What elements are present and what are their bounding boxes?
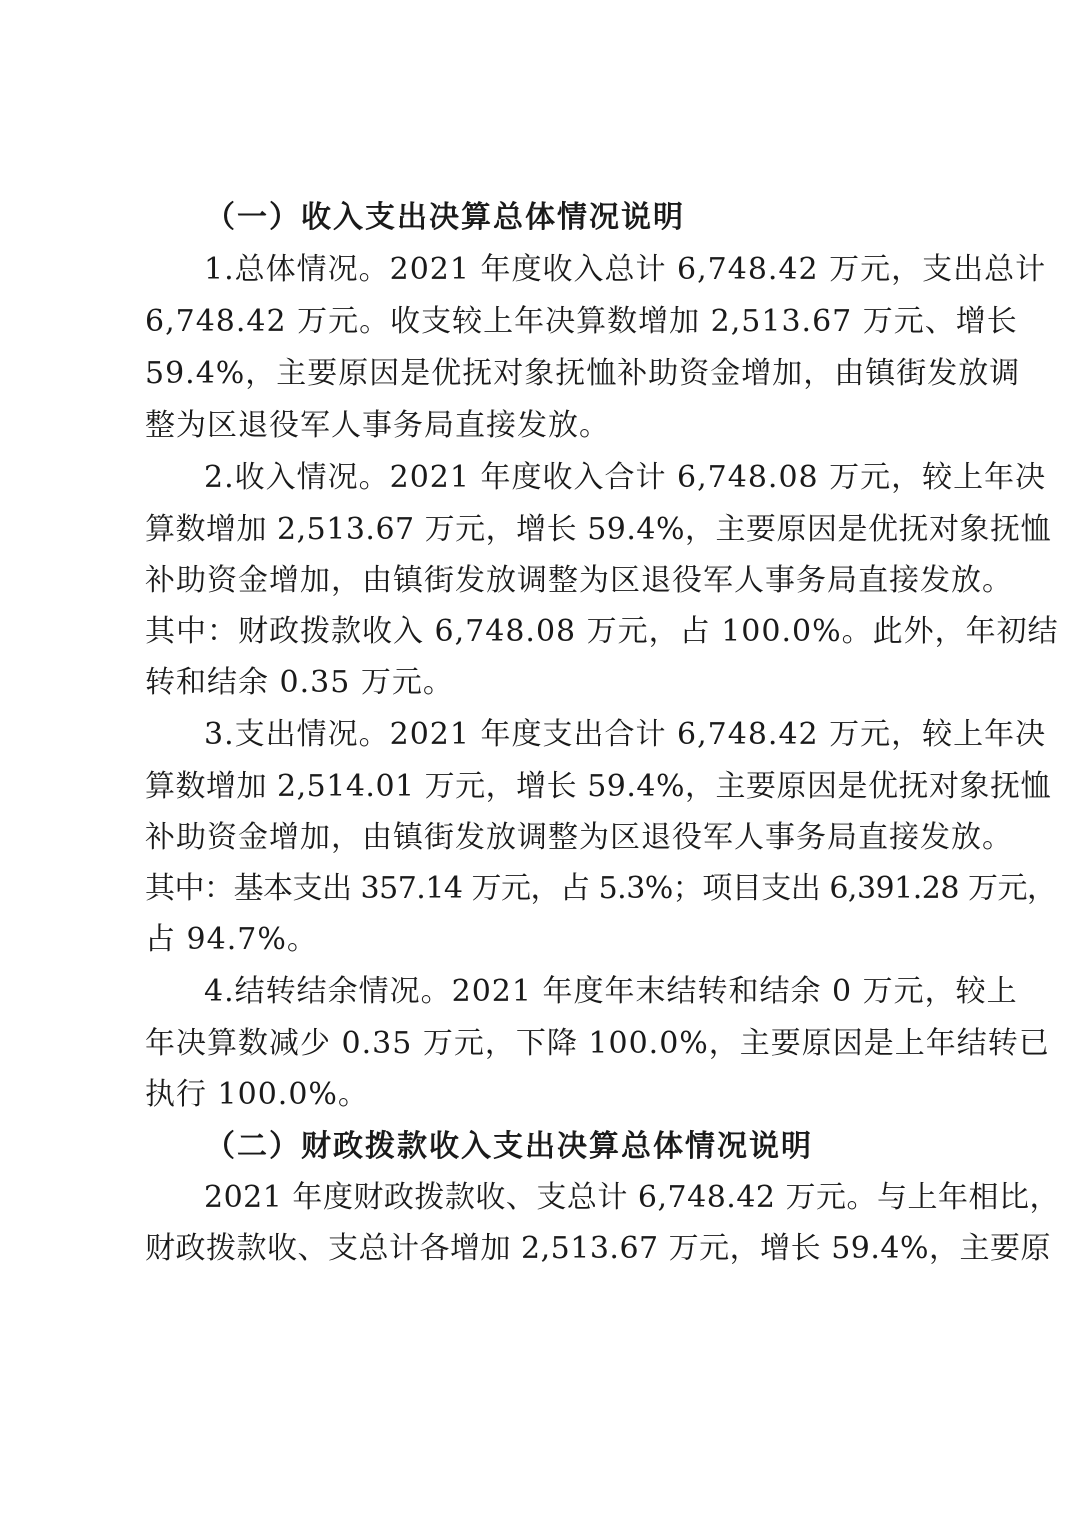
section-heading-fiscal-appropriation-overview: （二）财政拨款收入支出决算总体情况说明 (205, 1129, 813, 1164)
paragraph-income-line-5: 转和结余 0.35 万元。 (145, 665, 454, 700)
paragraph-income-line-4: 其中：财政拨款收入 6,748.08 万元，占 100.0%。此外，年初结 (145, 614, 1059, 649)
paragraph-fiscal-line-1: 2021 年度财政拨款收、支总计 6,748.42 万元。与上年相比， (204, 1180, 1061, 1215)
paragraph-income-line-2: 算数增加 2,513.67 万元，增长 59.4%，主要原因是优抚对象抚恤 (145, 512, 1052, 547)
section-heading-income-expenditure-overview: （一）收入支出决算总体情况说明 (205, 200, 685, 235)
paragraph-carryover-line-3: 执行 100.0%。 (145, 1077, 369, 1112)
paragraph-income-line-3: 补助资金增加，由镇街发放调整为区退役军人事务局直接发放。 (145, 563, 1013, 598)
paragraph-expenditure-line-5: 占 94.7%。 (145, 922, 318, 957)
paragraph-expenditure-line-2: 算数增加 2,514.01 万元，增长 59.4%，主要原因是优抚对象抚恤 (145, 769, 1052, 804)
paragraph-expenditure-line-1: 3.支出情况。2021 年度支出合计 6,748.42 万元，较上年决 (204, 717, 1047, 752)
paragraph-fiscal-line-2: 财政拨款收、支总计各增加 2,513.67 万元，增长 59.4%，主要原 (145, 1231, 1052, 1266)
paragraph-income-line-1: 2.收入情况。2021 年度收入合计 6,748.08 万元，较上年决 (204, 460, 1047, 495)
paragraph-overall-line-1: 1.总体情况。2021 年度收入总计 6,748.42 万元，支出总计 (204, 252, 1047, 287)
paragraph-expenditure-line-3: 补助资金增加，由镇街发放调整为区退役军人事务局直接发放。 (145, 820, 1013, 855)
paragraph-overall-line-3: 59.4%，主要原因是优抚对象抚恤补助资金增加，由镇街发放调 (145, 356, 1021, 391)
paragraph-overall-line-2: 6,748.42 万元。收支较上年决算数增加 2,513.67 万元、增长 (145, 304, 1018, 339)
paragraph-carryover-line-2: 年决算数减少 0.35 万元，下降 100.0%，主要原因是上年结转已 (145, 1026, 1050, 1061)
paragraph-carryover-line-1: 4.结转结余情况。2021 年度年末结转和结余 0 万元，较上 (204, 974, 1018, 1009)
paragraph-expenditure-line-4: 其中：基本支出 357.14 万元，占 5.3%；项目支出 6,391.28 万元， (145, 871, 1057, 906)
paragraph-overall-line-4: 整为区退役军人事务局直接发放。 (145, 408, 610, 443)
